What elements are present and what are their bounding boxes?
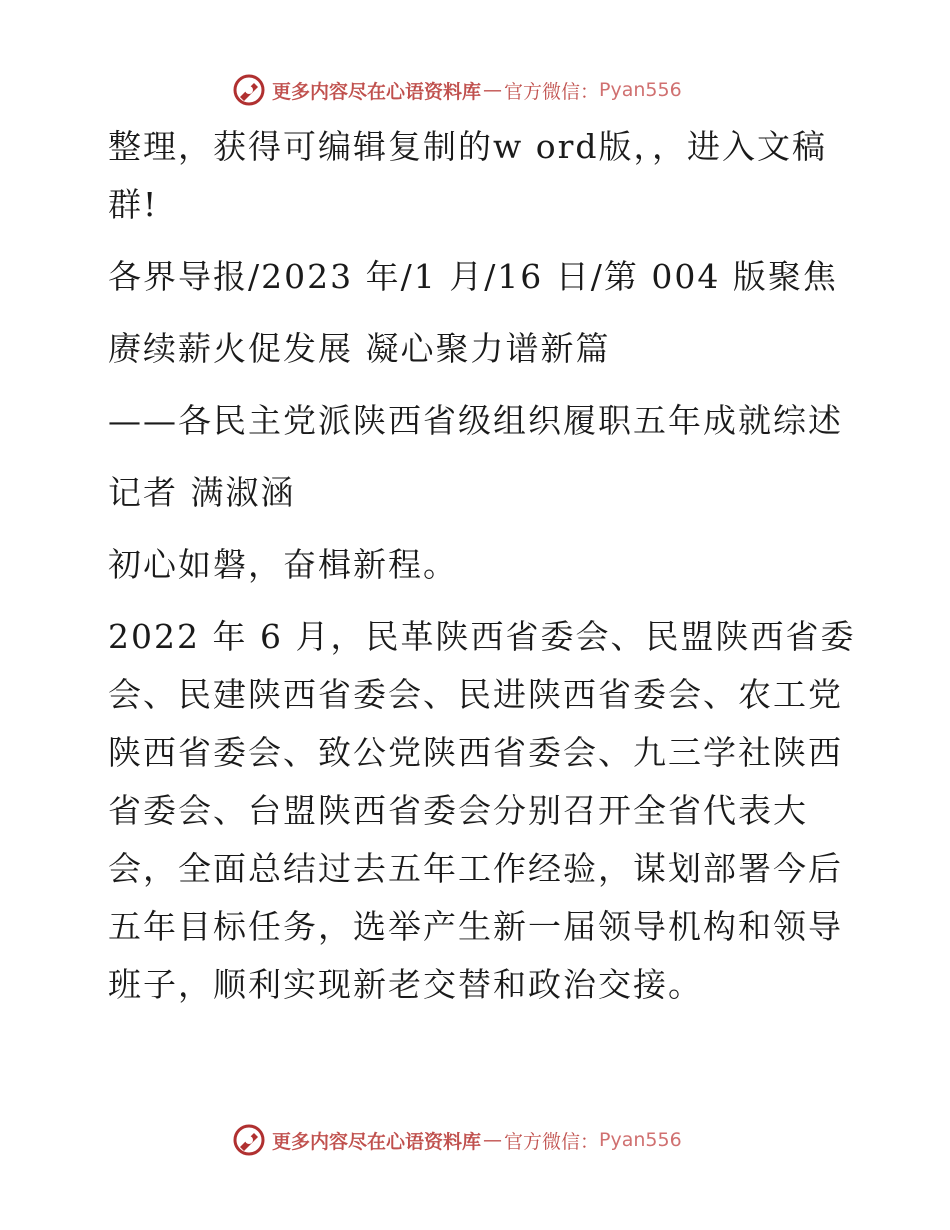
watermark-sub-text: 官方微信： [504,80,600,103]
article-byline: 记者 满淑涵 [108,473,296,512]
watermark-separator: — [483,1129,503,1151]
header-watermark [232,70,682,110]
footer-watermark [232,1120,682,1160]
article-subtitle: ——各民主党派陕西省级组织履职五年成就综述 [108,401,843,440]
watermark-sub-text: 官方微信： [504,1130,600,1153]
paragraph-intro: 整理，获得可编辑复制的w ord版，，进入文稿群! [108,127,828,224]
brand-logo-icon [232,1123,266,1157]
paragraph-source: 各界导报/2023 年/1 月/16 日/第 004 版聚焦 [108,257,838,296]
paragraph-main: 2022 年 6 月，民革陕西省委会、民盟陕西省委会、民建陕西省委会、民进陕西省委会、农工党陕西省委会、致公党陕西省委会、九三学社陕西省委会、台盟陕西省委会分别召开全省代表大会，全面总结过去五年工作经验，谋划部署今后五年目标任务，选举产生新一届领导机构和领导班子，顺利实现新老交替和政治交接。 [108,617,856,1004]
watermark-main-text: 更多内容尽在心语资料库 [272,80,482,103]
paragraph-lead: 初心如磐，奋楫新程。 [108,545,458,584]
watermark-separator: — [483,79,503,101]
article-title: 赓续薪火促发展 凝心聚力谱新篇 [108,329,611,368]
watermark-main-text: 更多内容尽在心语资料库 [272,1130,482,1153]
document-body [98,118,858,1014]
watermark-wechat-id: Pyan556 [599,1129,682,1151]
watermark-wechat-id: Pyan556 [599,79,682,101]
brand-logo-icon [232,73,266,107]
